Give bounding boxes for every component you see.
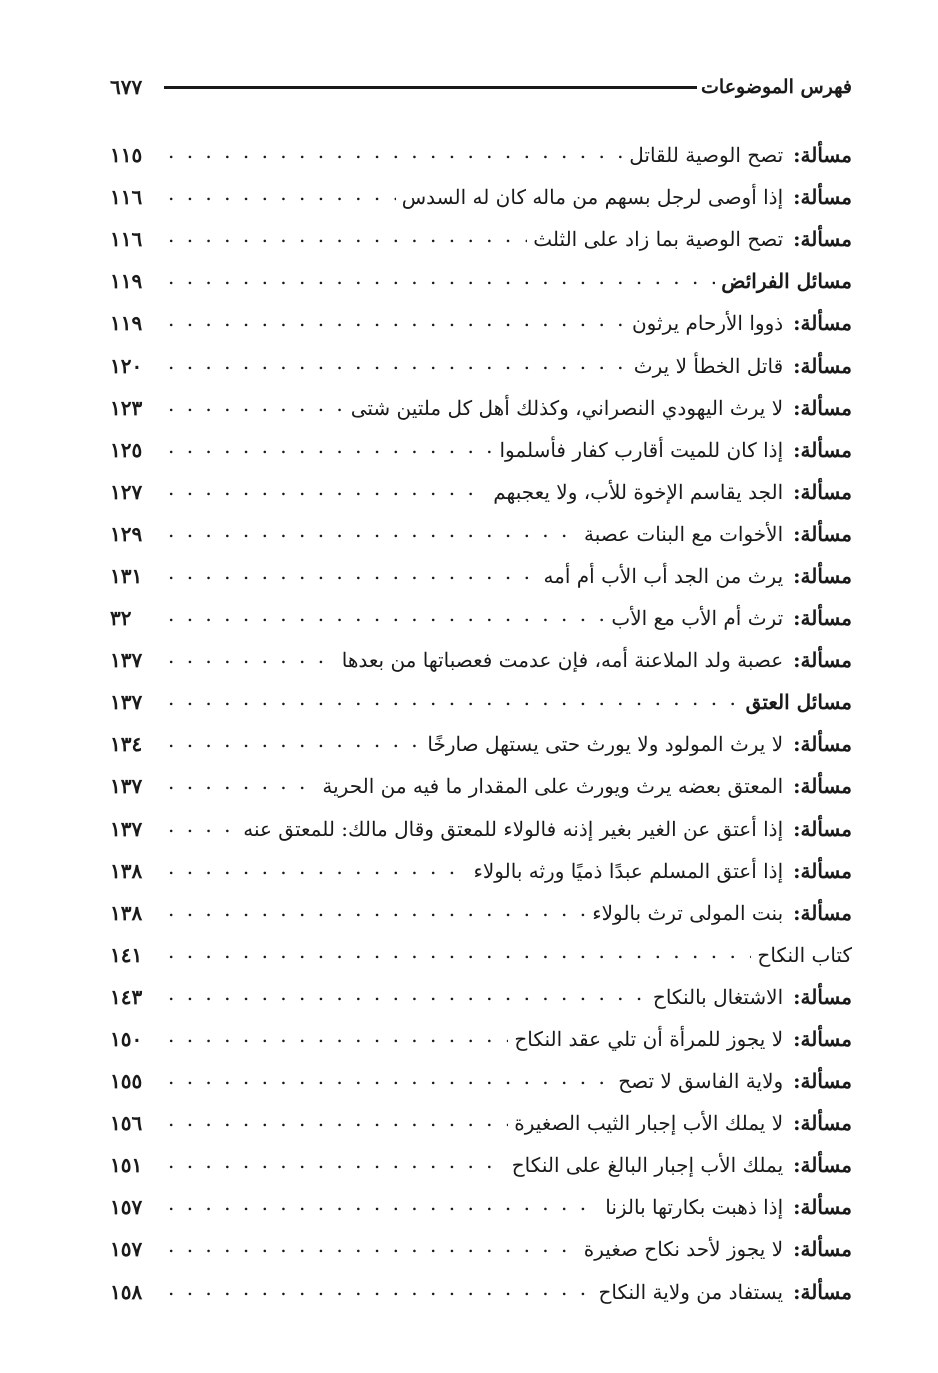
entry-page-number: ١٣٧ xyxy=(110,774,143,799)
issue-label: مسألة: xyxy=(793,816,852,841)
entry-title: الاشتغال بالنكاح xyxy=(652,984,784,1009)
toc-entry xyxy=(110,471,852,513)
issue-label: مسألة: xyxy=(793,395,852,420)
dot-leader xyxy=(168,524,578,544)
toc-entry xyxy=(110,597,852,639)
issue-label: مسألة: xyxy=(793,479,852,504)
entry-title: ولاية الفاسق لا تصح xyxy=(618,1069,784,1094)
entry-title: بنت المولى ترث بالولاء xyxy=(592,900,784,925)
dot-leader xyxy=(168,650,336,670)
entry-title: إذا ذهبت بكارتها بالزنا xyxy=(605,1195,784,1220)
toc-entry xyxy=(110,555,852,597)
running-header xyxy=(110,72,852,102)
toc-entry xyxy=(110,1228,852,1270)
entry-page-number: ١١٥ xyxy=(110,143,143,168)
dot-leader xyxy=(168,1029,508,1049)
toc-entry xyxy=(110,934,852,976)
issue-label: مسألة: xyxy=(793,563,852,588)
entry-page-number: ١٣٧ xyxy=(110,690,143,715)
dot-leader xyxy=(168,945,751,965)
dot-leader xyxy=(168,229,527,249)
dot-leader xyxy=(168,145,623,165)
toc-entry xyxy=(110,1060,852,1102)
dot-leader xyxy=(168,1282,592,1302)
entry-title: قاتل الخطأ لا يرث xyxy=(633,353,784,378)
issue-label: مسألة: xyxy=(793,858,852,883)
entry-title: إذا أعتق المسلم عبدًا ذميًا ورثه بالولاء xyxy=(473,858,784,883)
toc-entry xyxy=(110,387,852,429)
entry-page-number: ١١٦ xyxy=(110,185,143,210)
toc-entry xyxy=(110,892,852,934)
section-title: مسائل الفرائض xyxy=(721,269,852,294)
entry-page-number: ١٤١ xyxy=(110,942,143,967)
toc-entry xyxy=(110,723,852,765)
toc-entry xyxy=(110,681,852,723)
toc-entry xyxy=(110,850,852,892)
issue-label: مسألة: xyxy=(793,732,852,757)
entry-page-number: ١٣٧ xyxy=(110,816,143,841)
toc-entry xyxy=(110,302,852,344)
issue-label: مسألة: xyxy=(793,774,852,799)
entry-title: يستفاد من ولاية النكاح xyxy=(598,1279,784,1304)
entry-page-number: ١٥١ xyxy=(110,1153,143,1178)
entry-title: ذووا الأرحام يرثون xyxy=(631,311,784,336)
entry-title: يرث من الجد أب الأب أم أمه xyxy=(543,563,784,588)
issue-label: مسألة: xyxy=(793,521,852,546)
entry-title: يملك الأب إجبار البالغ على النكاح xyxy=(511,1153,784,1178)
entry-page-number: ١٣١ xyxy=(110,563,143,588)
dot-leader xyxy=(168,1071,612,1091)
entry-page-number: ١١٩ xyxy=(110,311,143,336)
dot-leader xyxy=(168,1155,506,1175)
dot-leader xyxy=(168,440,494,460)
dot-leader xyxy=(168,608,605,628)
toc-entry xyxy=(110,176,852,218)
dot-leader xyxy=(168,187,396,207)
entry-page-number: ١٥٦ xyxy=(110,1111,143,1136)
dot-leader xyxy=(168,482,487,502)
issue-label: مسألة: xyxy=(793,227,852,252)
toc-entry xyxy=(110,1102,852,1144)
dot-leader xyxy=(168,271,715,291)
entry-page-number: ٣٢ xyxy=(110,606,132,631)
section-title: مسائل العتق xyxy=(745,690,852,715)
entry-title: تصح الوصية للقاتل xyxy=(629,143,784,168)
header-title: فهرس الموضوعات xyxy=(701,76,852,98)
entry-page-number: ١٥٧ xyxy=(110,1195,143,1220)
toc-entry xyxy=(110,513,852,555)
toc-entry xyxy=(110,808,852,850)
issue-label: مسألة: xyxy=(793,1027,852,1052)
entry-title: لا يجوز لأحد نكاح صغيرة xyxy=(583,1237,784,1262)
toc-entry xyxy=(110,134,852,176)
issue-label: مسألة: xyxy=(793,311,852,336)
toc-entry xyxy=(110,344,852,386)
dot-leader xyxy=(168,692,740,712)
toc-page xyxy=(110,0,852,1373)
entry-page-number: ١٢٥ xyxy=(110,437,143,462)
dot-leader xyxy=(168,987,647,1007)
entry-title: لا يرث اليهودي النصراني، وكذلك أهل كل ملتين شتى xyxy=(350,395,784,420)
issue-label: مسألة: xyxy=(793,143,852,168)
entry-title: الأخوات مع البنات عصبة xyxy=(583,521,784,546)
issue-label: مسألة: xyxy=(793,1153,852,1178)
dot-leader xyxy=(168,1239,578,1259)
issue-label: مسألة: xyxy=(793,353,852,378)
header-rule xyxy=(164,86,697,89)
issue-label: مسألة: xyxy=(793,185,852,210)
dot-leader xyxy=(168,1197,599,1217)
dot-leader xyxy=(168,1113,508,1133)
dot-leader xyxy=(168,313,626,333)
entry-page-number: ١٢٠ xyxy=(110,353,143,378)
entry-title: المعتق بعضه يرث ويورث على المقدار ما فيه من الحرية xyxy=(322,774,784,799)
entry-page-number: ١١٦ xyxy=(110,227,143,252)
entry-page-number: ١٢٣ xyxy=(110,395,143,420)
header-page-number: ٦٧٧ xyxy=(110,75,143,99)
toc-entry xyxy=(110,260,852,302)
issue-label: مسألة: xyxy=(793,1111,852,1136)
entry-title: تصح الوصية بما زاد على الثلث xyxy=(533,227,784,252)
toc-entry xyxy=(110,765,852,807)
toc-entry xyxy=(110,1144,852,1186)
dot-leader xyxy=(168,903,586,923)
entry-page-number: ١٢٧ xyxy=(110,479,143,504)
entry-page-number: ١٥٨ xyxy=(110,1279,143,1304)
toc-entry xyxy=(110,976,852,1018)
issue-label: مسألة: xyxy=(793,1069,852,1094)
entry-page-number: ١٥٠ xyxy=(110,1027,143,1052)
issue-label: مسألة: xyxy=(793,437,852,462)
entry-title: الجد يقاسم الإخوة للأب، ولا يعجبهم xyxy=(493,479,784,504)
issue-label: مسألة: xyxy=(793,1237,852,1262)
entry-page-number: ١١٩ xyxy=(110,269,143,294)
toc-entry xyxy=(110,1186,852,1228)
issue-label: مسألة: xyxy=(793,606,852,631)
entry-title: لا يرث المولود ولا يورث حتى يستهل صارخًا xyxy=(427,732,784,757)
dot-leader xyxy=(168,734,421,754)
entry-page-number: ١٣٤ xyxy=(110,732,143,757)
entry-title: إذا أوصى لرجل بسهم من ماله كان له السدس xyxy=(401,185,784,210)
dot-leader xyxy=(168,356,628,376)
toc-list xyxy=(110,134,852,1313)
toc-entry xyxy=(110,429,852,471)
issue-label: مسألة: xyxy=(793,1279,852,1304)
dot-leader xyxy=(168,819,237,839)
issue-label: مسألة: xyxy=(793,648,852,673)
issue-label: مسألة: xyxy=(793,1195,852,1220)
entry-title: إذا أعتق عن الغير بغير إذنه فالولاء للمعتق وقال مالك: للمعتق عنه xyxy=(243,816,784,841)
issue-label: مسألة: xyxy=(793,900,852,925)
entry-title: عصبة ولد الملاعنة أمه، فإن عدمت فعصباتها من بعدها xyxy=(341,648,784,673)
entry-title: ترث أم الأب مع الأب xyxy=(611,606,784,631)
entry-page-number: ١٥٥ xyxy=(110,1069,143,1094)
entry-title: لا يملك الأب إجبار الثيب الصغيرة xyxy=(514,1111,784,1136)
toc-entry xyxy=(110,1271,852,1313)
entry-page-number: ١٣٨ xyxy=(110,900,143,925)
toc-entry xyxy=(110,218,852,260)
entry-page-number: ١٤٣ xyxy=(110,984,143,1009)
entry-page-number: ١٢٩ xyxy=(110,521,143,546)
entry-page-number: ١٣٨ xyxy=(110,858,143,883)
dot-leader xyxy=(168,861,468,881)
entry-page-number: ١٣٧ xyxy=(110,648,143,673)
entry-page-number: ١٥٧ xyxy=(110,1237,143,1262)
dot-leader xyxy=(168,566,537,586)
book-title: كتاب النكاح xyxy=(757,942,852,967)
entry-title: إذا كان للميت أقارب كفار فأسلموا xyxy=(499,437,784,462)
dot-leader xyxy=(168,398,345,418)
dot-leader xyxy=(168,776,316,796)
issue-label: مسألة: xyxy=(793,984,852,1009)
toc-entry xyxy=(110,639,852,681)
toc-entry xyxy=(110,1018,852,1060)
entry-title: لا يجوز للمرأة أن تلي عقد النكاح xyxy=(514,1027,784,1052)
